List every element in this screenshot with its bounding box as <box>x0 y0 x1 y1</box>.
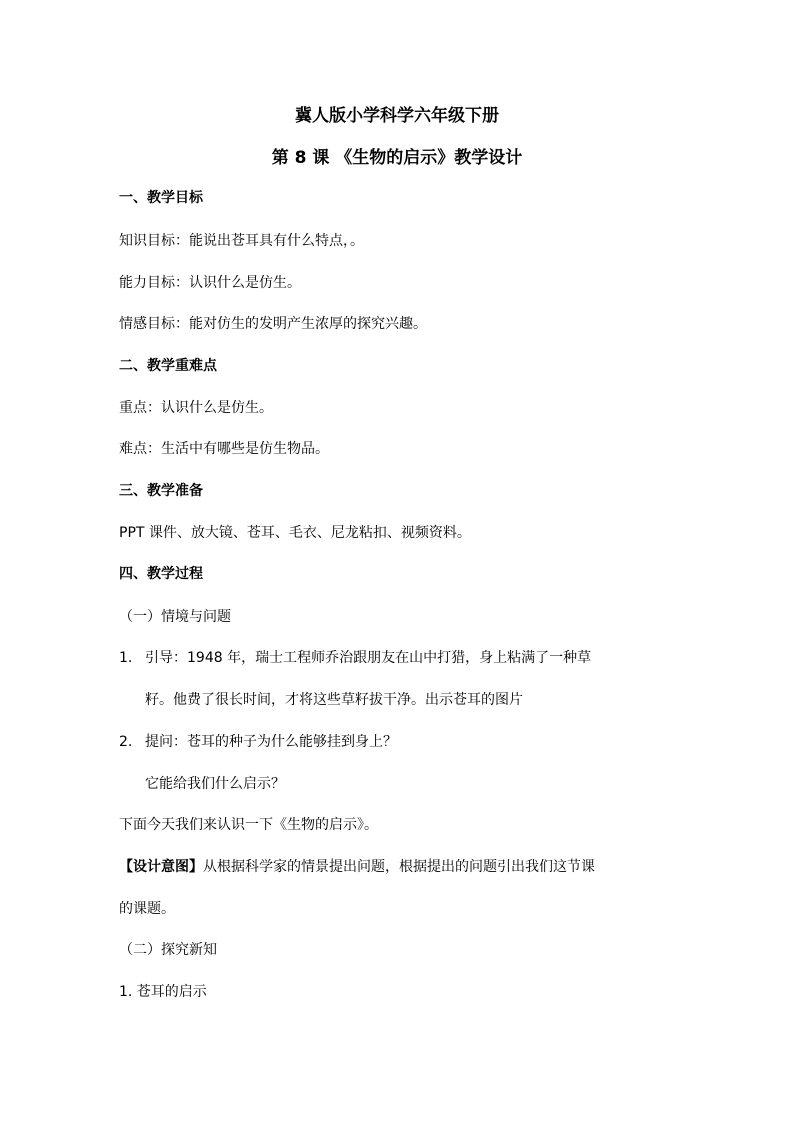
process-item-1 <box>119 648 591 668</box>
design-intent-text: 从根据科学家的情景提出问题，根据提出的问题引出我们这节课 <box>203 859 595 875</box>
process-part2-item-1: 1. 苍耳的启示 <box>119 984 207 1000</box>
section-heading-goals: 一、教学目标 <box>119 190 203 206</box>
lesson-intro: 下面今天我们来认识一下《生物的启示》。 <box>119 817 378 833</box>
list-number: 1. <box>119 650 133 666</box>
preparation-materials: PPT 课件、放大镜、苍耳、毛衣、尼龙粘扣、视频资料。 <box>119 525 471 541</box>
goal-ability: 能力目标：认识什么是仿生。 <box>119 275 301 291</box>
goal-knowledge: 知识目标：能说出苍耳具有什么特点，。 <box>119 233 364 249</box>
process-item-2 <box>119 732 397 752</box>
lesson-subtitle: 第 8 课 《生物的启示》教学设计 <box>271 148 523 168</box>
process-part2-label: （二）探究新知 <box>119 942 217 958</box>
section-heading-process: 四、教学过程 <box>119 566 203 582</box>
difficult-point: 难点：生活中有哪些是仿生物品。 <box>119 441 329 457</box>
list-text: 引导：1948 年，瑞士工程师乔治跟朋友在山中打猎，身上粘满了一种草 <box>145 650 592 666</box>
key-point: 重点：认识什么是仿生。 <box>119 400 273 416</box>
design-intent <box>119 857 595 877</box>
process-part1-label: （一）情境与问题 <box>119 609 231 625</box>
list-text: 提问：苍耳的种子为什么能够挂到身上？ <box>145 734 397 750</box>
design-intent-continued: 的课题。 <box>119 901 175 917</box>
document-title: 冀人版小学科学六年级下册 <box>295 106 499 126</box>
process-item-1-continued: 籽。他费了很长时间，才将这些草籽拔干净。出示苍耳的图片 <box>145 692 523 708</box>
section-heading-preparation: 三、教学准备 <box>119 483 203 499</box>
goal-emotion: 情感目标：能对仿生的发明产生浓厚的探究兴趣。 <box>119 316 427 332</box>
section-heading-key-points: 二、教学重难点 <box>119 358 217 374</box>
design-intent-label: 【设计意图】 <box>119 859 203 875</box>
process-item-2-continued: 它能给我们什么启示？ <box>145 776 285 792</box>
list-number: 2. <box>119 734 133 750</box>
